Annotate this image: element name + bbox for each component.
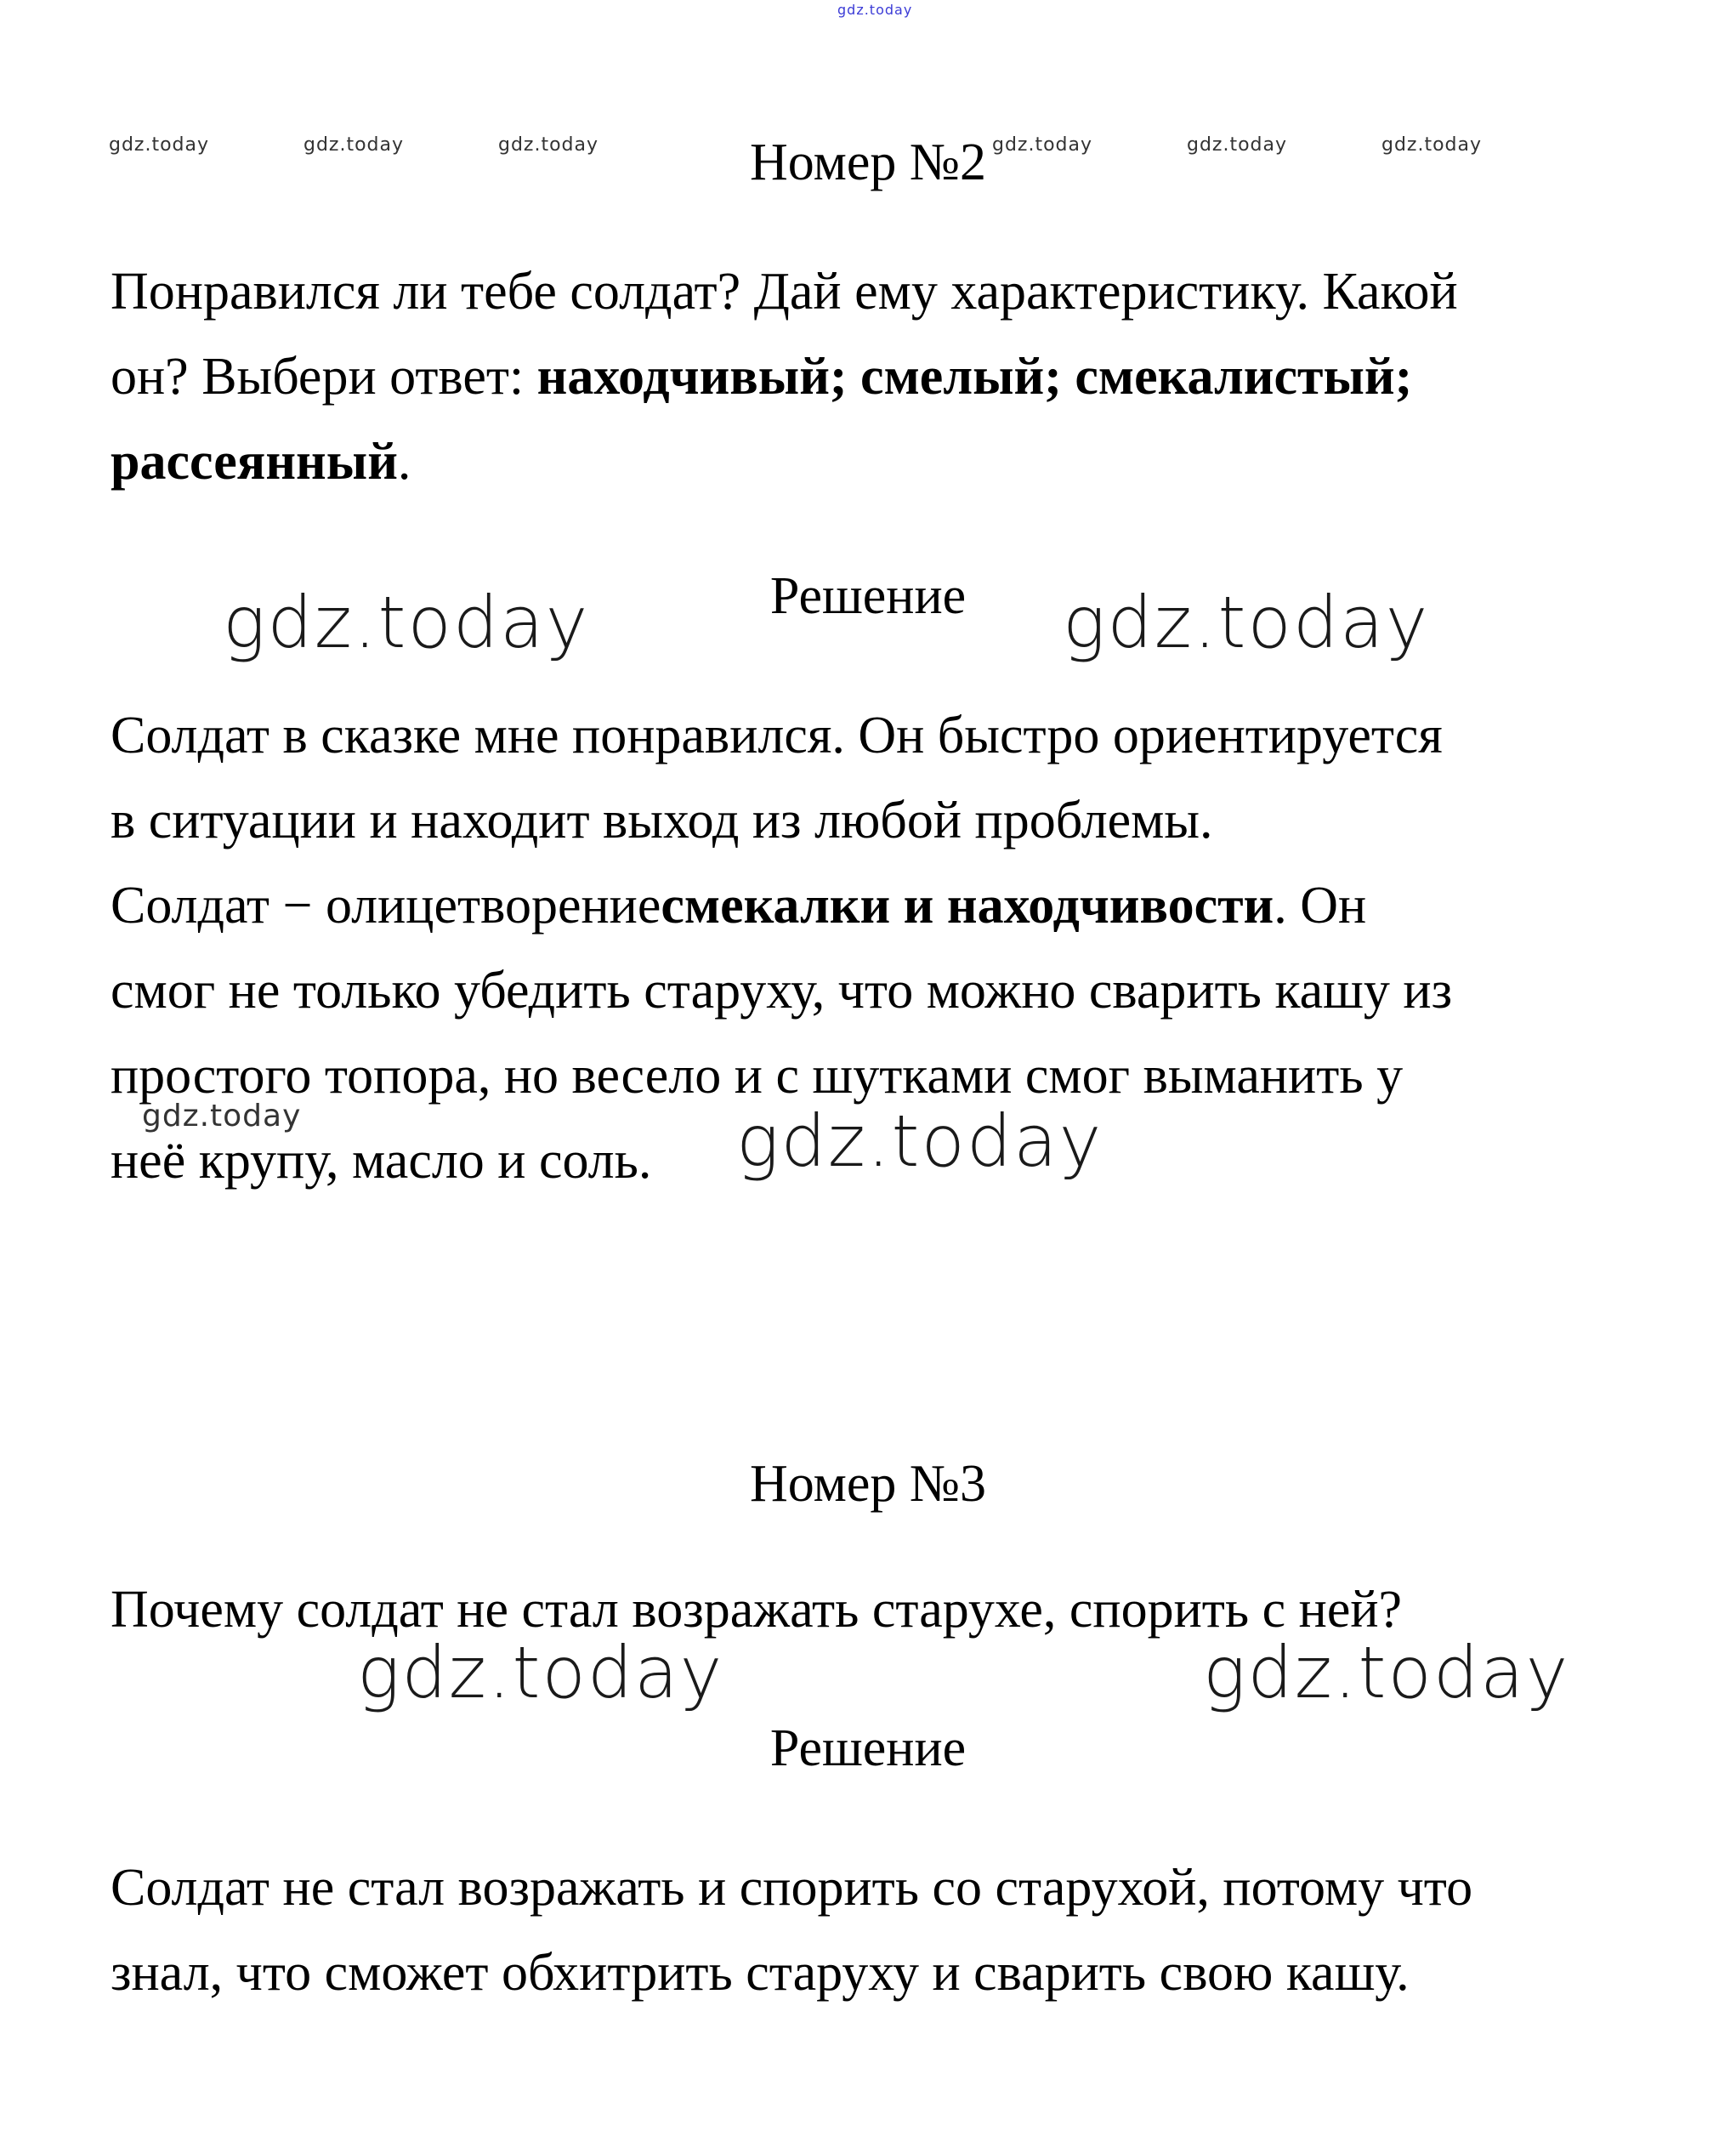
watermark-row-2: gdz.today (304, 134, 405, 156)
task3-answer-line2: знал, что сможет обхитрить старуху и сварить свою кашу. (111, 1944, 1410, 2002)
task3-question (111, 1567, 1641, 1652)
task2-answer-line6: неё крупу, масло и соль. (111, 1132, 652, 1190)
task3-title: Номер №3 (749, 1455, 986, 1513)
task2-answer-options: находчивый; смелый; смекалистый; (536, 348, 1413, 406)
watermark-row-5: gdz.today (1187, 134, 1288, 156)
task3-answer-line1: Солдат не стал возражать и спорить со старухой, потому что (111, 1859, 1473, 1917)
watermark-row-4: gdz.today (992, 134, 1093, 156)
task2-answer-line3 (111, 863, 1641, 948)
task2-answer-line4: смог не только убедить старуху, что можно сварить кашу из (111, 962, 1453, 1020)
task2-question-line3-suffix: . (397, 433, 411, 491)
task2-answer-option-last: рассеянный (111, 433, 398, 491)
watermark-row-6: gdz.today (1381, 134, 1483, 156)
task2-title: Номер №2 (749, 134, 986, 191)
watermark-row-1: gdz.today (109, 134, 210, 156)
watermark-row-3: gdz.today (498, 134, 599, 156)
task2-answer (111, 693, 1641, 1203)
task2-solution-label: Решение (769, 567, 967, 625)
task2-answer-line3-bold: смекалки и находчивости (661, 877, 1274, 935)
task2-question-line3 (111, 419, 1641, 504)
watermark-top: gdz.today (837, 2, 913, 18)
task2-answer-line3-suffix: . Он (1274, 877, 1367, 935)
task2-question-line2 (111, 334, 1641, 419)
watermark-large-5: gdz.today (1203, 1631, 1570, 1714)
task2-answer-line5: простого топора, но весело и с шутками смог выманить у (111, 1047, 1404, 1105)
watermark-large-1: gdz.today (223, 581, 590, 664)
task2-question-line1: Понравился ли тебе солдат? Дай ему характеристику. Какой (111, 263, 1458, 321)
watermark-large-3: gdz.today (736, 1099, 1103, 1183)
watermark-small-mid: gdz.today (142, 1099, 302, 1133)
task2-answer-line1: Солдат в сказке мне понравился. Он быстро ориентируется (111, 707, 1443, 764)
watermark-large-2: gdz.today (1063, 581, 1430, 664)
watermark-large-4: gdz.today (357, 1631, 724, 1714)
task2-answer-line2: в ситуации и находит выход из любой проблемы. (111, 792, 1213, 849)
task2-question (111, 249, 1641, 504)
task2-question-line2-prefix: он? Выбери ответ: (111, 348, 537, 406)
task3-solution-label: Решение (769, 1719, 967, 1777)
task3-answer (111, 1845, 1641, 2015)
task3-question-line: Почему солдат не стал возражать старухе, спорить с ней? (111, 1581, 1403, 1639)
task2-answer-line3-prefix: Солдат − олицетворение (111, 877, 661, 935)
